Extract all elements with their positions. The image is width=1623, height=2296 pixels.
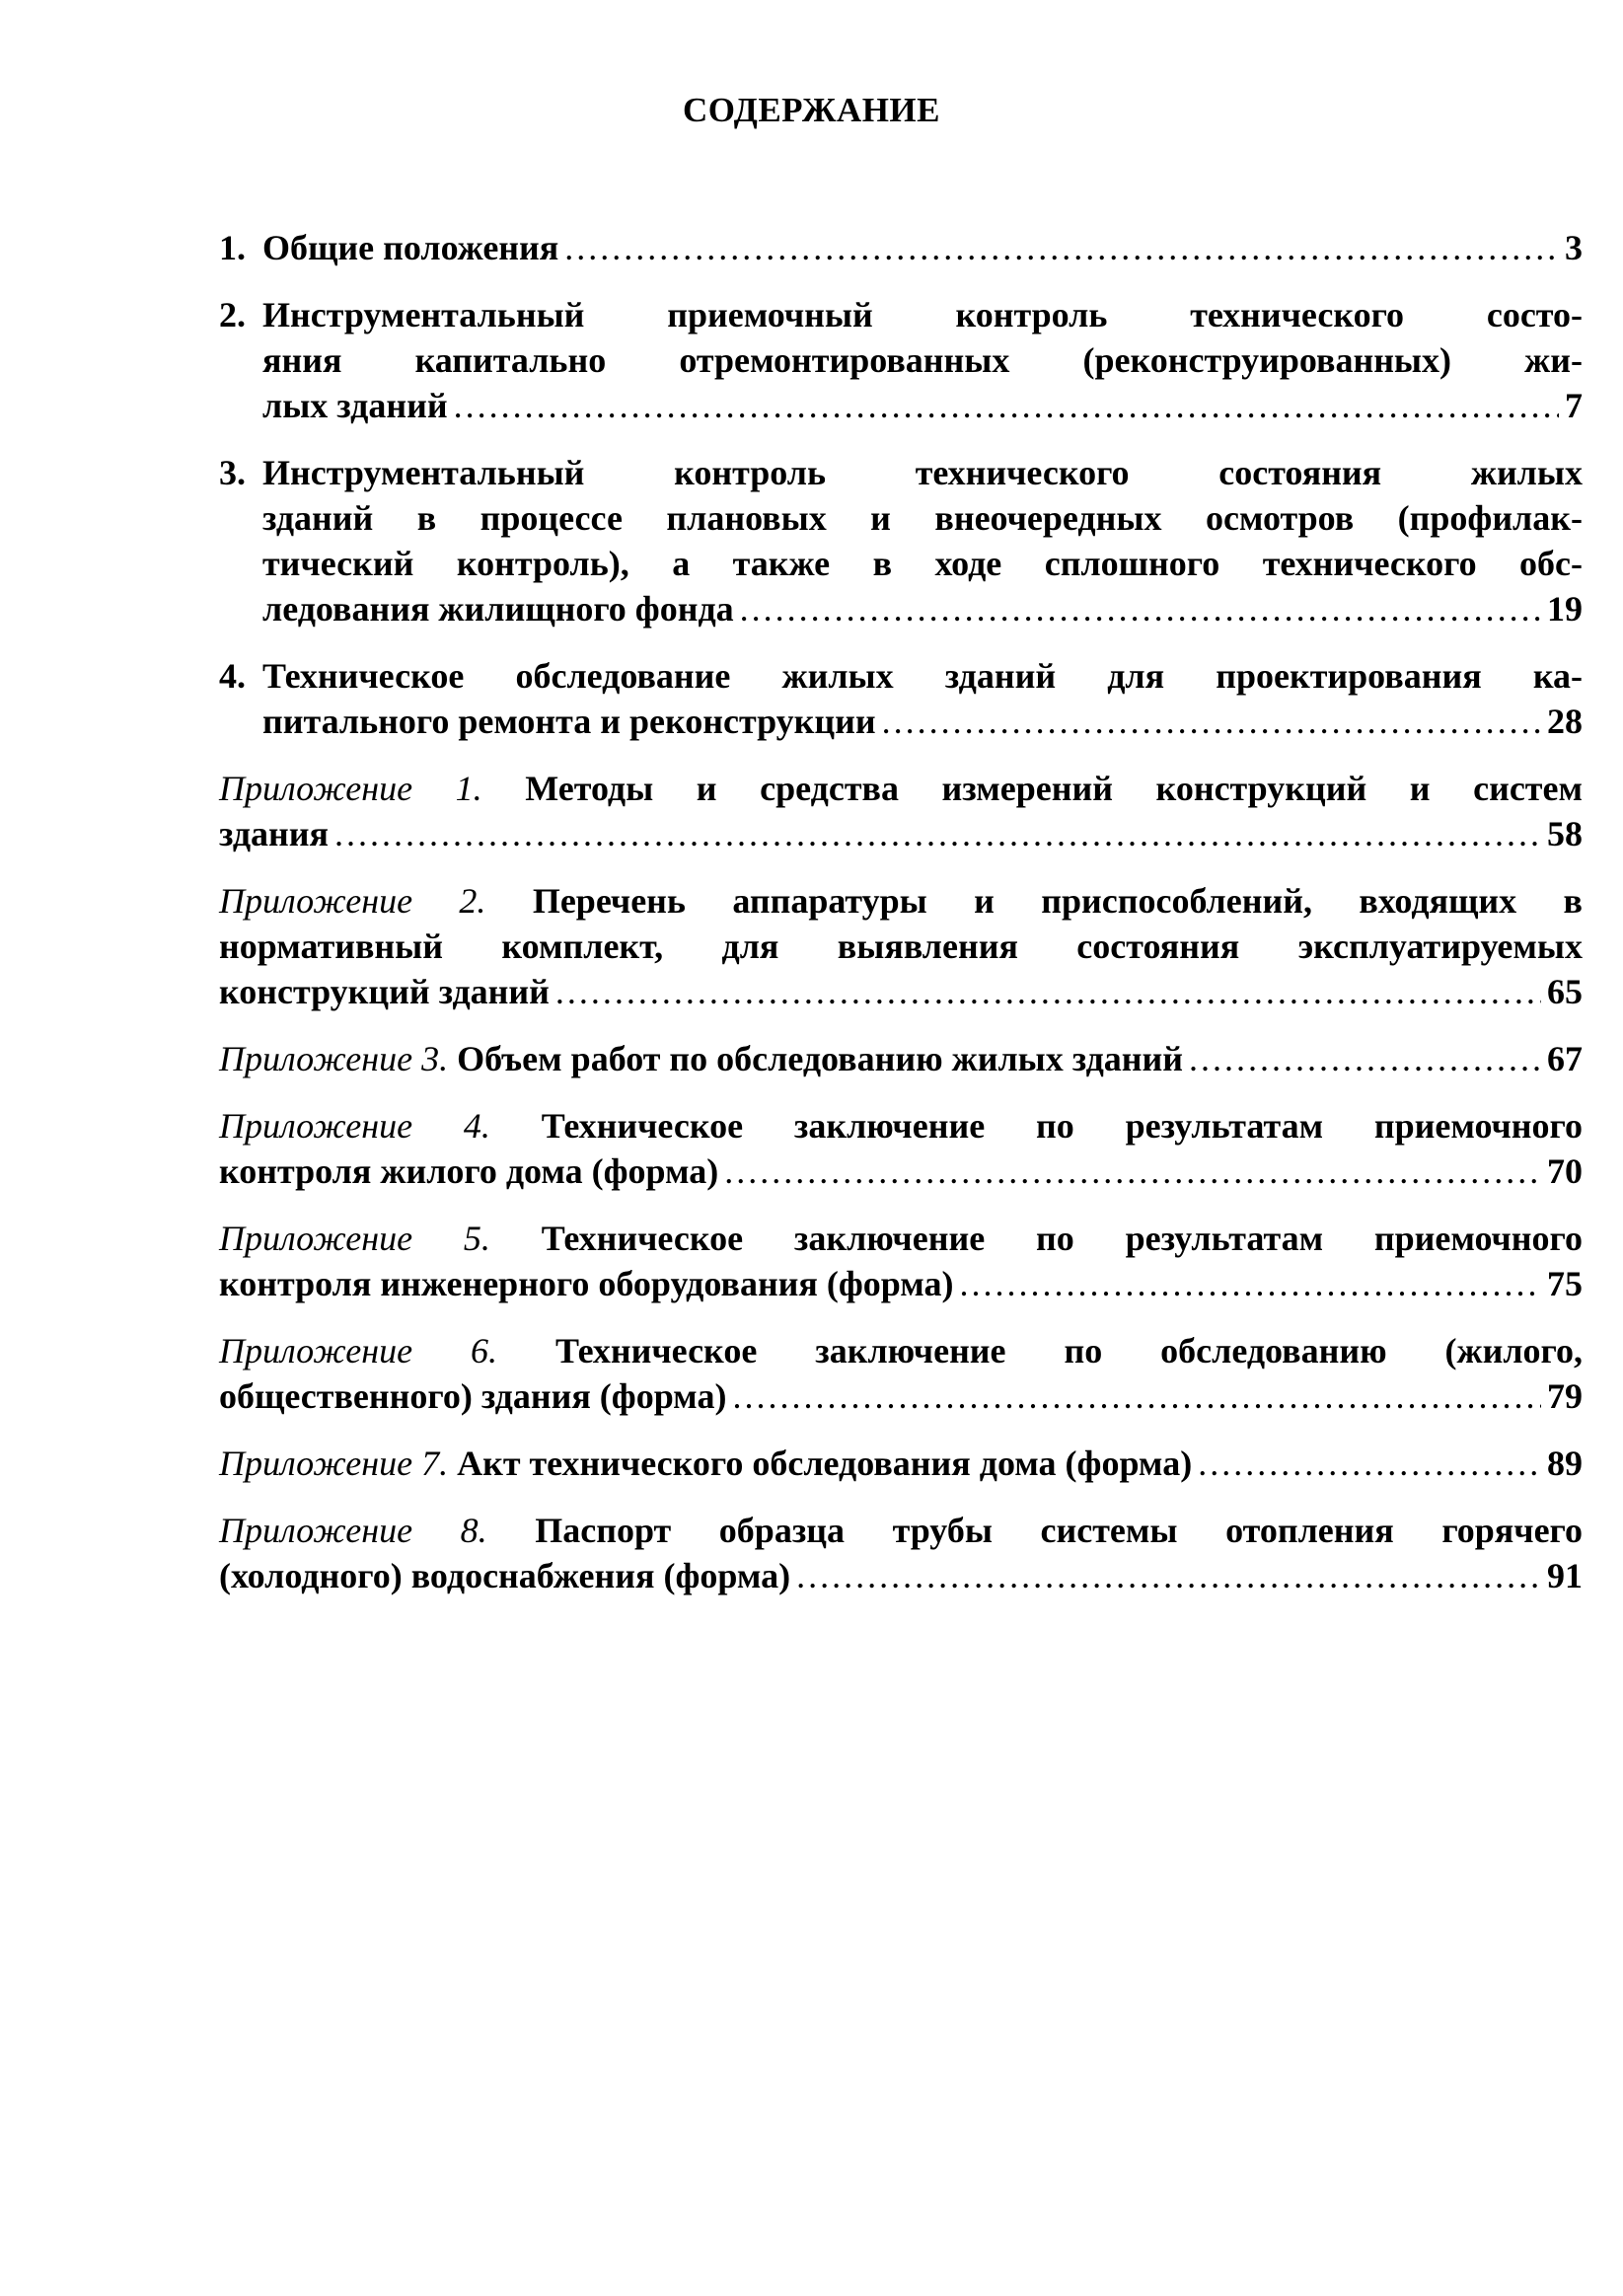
toc-entry-last-line	[262, 383, 1583, 428]
toc-appendix-label: Приложение 6.	[219, 1331, 498, 1370]
dot-leader	[454, 383, 1559, 428]
toc-entry-line	[262, 450, 1583, 495]
toc-entry-last-line	[219, 1553, 1583, 1598]
toc-entry-line	[219, 1216, 1583, 1261]
toc-entry-line	[262, 292, 1583, 337]
toc-entry-number: 1.	[219, 228, 246, 267]
toc-appendix-label: Приложение 2.	[219, 881, 486, 921]
dot-leader	[564, 225, 1559, 270]
toc-entry-text: конструкций зданий	[219, 972, 550, 1011]
toc-entry-text: зданий в процессе плановых и внеочередных осмотров (профилак-	[262, 498, 1583, 538]
toc-entry-number: 3.	[219, 453, 246, 492]
toc-entry-text: ледования жилищного фонда	[262, 589, 734, 629]
toc-entry-last-line	[262, 586, 1583, 631]
toc-entry	[219, 653, 1583, 744]
dot-leader	[1189, 1036, 1541, 1081]
toc-entry	[219, 1216, 1583, 1306]
table-of-contents	[219, 225, 1583, 1620]
toc-entry-line	[219, 1328, 1583, 1373]
toc-entry-text: Перечень аппаратуры и приспособлений, входящих в	[532, 881, 1583, 921]
dot-leader	[1198, 1441, 1541, 1486]
toc-page-number: 89	[1547, 1444, 1583, 1483]
toc-entry-text: нормативный комплект, для выявления состояния эксплуатируемых	[219, 926, 1583, 966]
toc-entry-text: Техническое заключение по обследованию (жилого,	[554, 1331, 1584, 1370]
toc-entry-text: Техническое заключение по результатам приемочного	[541, 1106, 1584, 1146]
toc-entry	[219, 225, 1583, 270]
toc-page-number: 19	[1547, 589, 1583, 629]
toc-appendix-label: Приложение 8.	[219, 1511, 487, 1550]
toc-entry-text: Техническое заключение по результатам приемочного	[541, 1219, 1584, 1258]
toc-entry-line	[219, 1103, 1583, 1148]
toc-page-number: 3	[1565, 228, 1583, 267]
toc-entry-text: яния капитально отремонтированных (реконструированных) жи-	[262, 340, 1583, 380]
toc-entry	[219, 450, 1583, 631]
dot-leader	[740, 586, 1541, 631]
toc-entry-text: Объем работ по обследованию жилых зданий	[457, 1039, 1184, 1078]
toc-entry-text: Инструментальный приемочный контроль технического состо-	[262, 295, 1583, 334]
toc-entry	[219, 1036, 1583, 1081]
toc-entry-text: лых зданий	[262, 386, 448, 425]
dot-leader	[960, 1261, 1541, 1306]
toc-page-number: 91	[1547, 1556, 1583, 1595]
toc-entry-text: Инструментальный контроль технического состояния жилых	[262, 453, 1583, 492]
toc-appendix-label: Приложение 5.	[219, 1219, 490, 1258]
toc-entry	[219, 878, 1583, 1014]
toc-page-number: 58	[1547, 814, 1583, 853]
toc-entry-last-line	[219, 1036, 1583, 1081]
toc-entry-text: общественного) здания (форма)	[219, 1376, 727, 1416]
dot-leader	[732, 1373, 1541, 1419]
toc-page-number: 67	[1547, 1039, 1583, 1078]
dot-leader	[882, 699, 1541, 744]
toc-entry-text: Методы и средства измерений конструкций и систем	[525, 769, 1583, 808]
toc-entry-line	[219, 924, 1583, 969]
toc-entry-line	[219, 1508, 1583, 1553]
toc-title: СОДЕРЖАНИЕ	[682, 91, 940, 129]
dot-leader	[796, 1553, 1541, 1598]
toc-entry	[219, 766, 1583, 856]
toc-entry-text: здания	[219, 814, 329, 853]
toc-appendix-label: Приложение 7.	[219, 1444, 449, 1483]
toc-entry	[219, 292, 1583, 428]
toc-entry-text: (холодного) водоснабжения (форма)	[219, 1556, 791, 1595]
toc-entry-text: контроля инженерного оборудования (форма)	[219, 1264, 954, 1303]
toc-page-number: 79	[1547, 1376, 1583, 1416]
toc-entry-line	[262, 495, 1583, 541]
toc-entry-line	[262, 541, 1583, 586]
toc-entry-last-line	[219, 969, 1583, 1014]
toc-page-number: 70	[1547, 1151, 1583, 1191]
toc-page-number: 75	[1547, 1264, 1583, 1303]
toc-page-number: 65	[1547, 972, 1583, 1011]
toc-appendix-label: Приложение 1.	[219, 769, 482, 808]
toc-entry-last-line	[219, 1261, 1583, 1306]
toc-entry-last-line	[219, 1441, 1583, 1486]
toc-entry	[219, 1103, 1583, 1194]
toc-page-number: 28	[1547, 702, 1583, 741]
toc-entry-number: 2.	[219, 295, 246, 334]
dot-leader	[724, 1148, 1541, 1194]
toc-entry-line	[219, 766, 1583, 811]
toc-entry-text: Техническое обследование жилых зданий для проектирования ка-	[262, 656, 1583, 696]
toc-entry-number: 4.	[219, 656, 246, 696]
toc-entry	[219, 1441, 1583, 1486]
toc-entry-text: питального ремонта и реконструкции	[262, 702, 876, 741]
toc-page-number: 7	[1565, 386, 1583, 425]
toc-entry-text: Акт технического обследования дома (форма)	[457, 1444, 1193, 1483]
toc-entry-last-line	[219, 1148, 1583, 1194]
toc-entry-text: Общие положения	[262, 228, 559, 267]
toc-entry	[219, 1328, 1583, 1419]
toc-entry-text: тический контроль), а также в ходе сплошного технического обс-	[262, 544, 1583, 583]
toc-entry-line	[262, 337, 1583, 383]
toc-entry-line	[219, 878, 1583, 924]
toc-entry	[219, 1508, 1583, 1598]
toc-appendix-label: Приложение 4.	[219, 1106, 490, 1146]
dot-leader	[334, 811, 1541, 856]
toc-entry-last-line	[262, 225, 1583, 270]
toc-appendix-label: Приложение 3.	[219, 1039, 449, 1078]
toc-entry-last-line	[262, 699, 1583, 744]
toc-entry-text: контроля жилого дома (форма)	[219, 1151, 719, 1191]
toc-entry-line	[262, 653, 1583, 699]
toc-entry-text: Паспорт образца трубы системы отопления горячего	[535, 1511, 1583, 1550]
dot-leader	[555, 969, 1541, 1014]
toc-entry-last-line	[219, 811, 1583, 856]
toc-entry-last-line	[219, 1373, 1583, 1419]
